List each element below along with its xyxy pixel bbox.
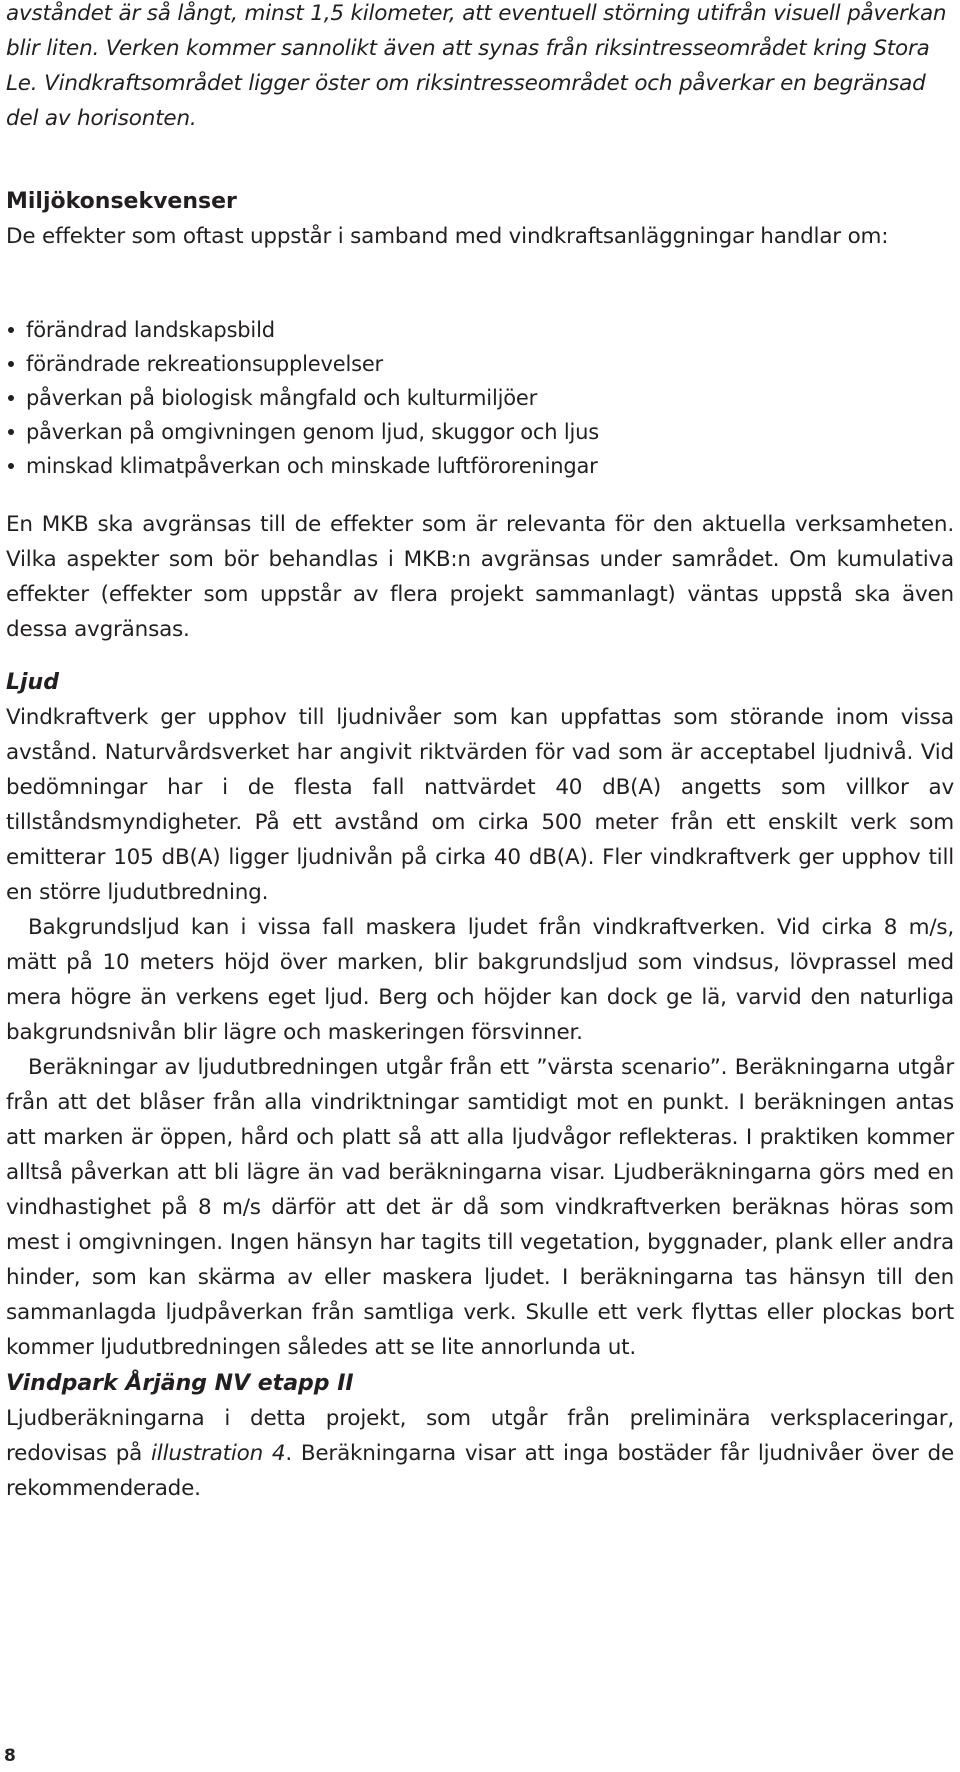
heading-ljud: Ljud	[6, 670, 59, 695]
ljud-paragraph-1: Vindkraftverk ger upphov till ljudnivåer som kan uppfattas som störande inom vissa avstånd. Naturvårdsverket har angivit riktvärden för vad som är acceptabel ljudnivå. Vid bedömningar har i de flesta fall nattvärdet 40 dB(A) angetts som villkor av tillståndsmyndigheter. På ett avstånd om cirka 500 meter från ett enskilt verk som emitterar 105 dB(A) ligger ljudnivån på cirka 40 dB(A). Fler vindkraftverk ger upphov till en större ljudutbredning.	[6, 705, 954, 905]
list-item	[6, 381, 954, 415]
list-item-text: förändrad landskapsbild	[26, 318, 275, 342]
bullet-icon	[8, 463, 14, 469]
vindpark-paragraph	[6, 1401, 954, 1506]
page-number: 8	[4, 1746, 16, 1766]
bullet-icon	[8, 327, 14, 333]
vindpark-text-before: Ljudberäkningarna i detta projekt, som utgår från preliminära verksplaceringar, redovisas på	[6, 1406, 954, 1466]
mkb-paragraph: En MKB ska avgränsas till de effekter som är relevanta för den aktuella verksamheten. Vilka aspekter som bör behandlas i MKB:n avgränsas under samrådet. Om kumulativa effekter (effekter som uppstår av flera projekt sammanlagt) väntas uppstå ska även dessa avgränsas.	[6, 512, 954, 642]
heading-vindpark: Vindpark Årjäng NV etapp II	[6, 1371, 354, 1396]
ljud-paragraph-2: Bakgrundsljud kan i vissa fall maskera ljudet från vindkraftverken. Vid cirka 8 m/s, mätt på 10 meters höjd över marken, blir bakgrundsljud som vindsus, lövprassel med mera högre än verkens eget ljud. Berg och höjder kan dock ge lä, varvid den naturliga bakgrundsnivån blir lägre och maskeringen försvinner.	[6, 915, 954, 1045]
illustration-reference: illustration 4	[151, 1441, 286, 1466]
bullet-icon	[8, 361, 14, 367]
ljud-body	[6, 700, 954, 1365]
vindpark-text-after: . Beräkningarna visar att inga bostäder får ljudnivåer över de rekommenderade.	[6, 1441, 955, 1501]
intro-paragraph: avståndet är så långt, minst 1,5 kilometer, att eventuell störning utifrån visuell påverkan blir liten. Verken kommer sannolikt även att synas från riksintresseområdet kring Stora Le. Vindkraftsområdet ligger öster om riksintresseområdet och påverkar en begränsad del av horisonten.	[6, 1, 947, 131]
heading-miljokonsekvenser: Miljökonsekvenser	[6, 189, 237, 214]
list-item-text: påverkan på biologisk mångfald och kulturmiljöer	[26, 386, 538, 410]
list-item-text: påverkan på omgivningen genom ljud, skuggor och ljus	[26, 420, 599, 444]
bullet-icon	[8, 429, 14, 435]
miljo-lead-paragraph: De effekter som oftast uppstår i samband med vindkraftsanläggningar handlar om:	[6, 224, 889, 249]
ljud-paragraph-3: Beräkningar av ljudutbredningen utgår från ett ”värsta scenario”. Beräkningarna utgår från att det blåser från alla vindriktningar samtidigt mot en punkt. I beräkningen antas att marken är öppen, hård och platt så att alla ljudvågor reflekteras. I praktiken kommer alltså påverkan att bli lägre än vad beräkningarna visar. Ljudberäkningarna görs med en vindhastighet på 8 m/s därför att det är då som vindkraftverken beräknas höras som mest i omgivningen. Ingen hänsyn har tagits till vegetation, byggnader, plank eller andra hinder, som kan skärma av eller maskera ljudet. I beräkningarna tas hänsyn till den sammanlagda ljudpåverkan från samtliga verk. Skulle ett verk flyttas eller plockas bort kommer ljudutbredningen således att se lite annorlunda ut.	[6, 1055, 954, 1360]
list-item	[6, 449, 954, 483]
effects-list	[6, 313, 954, 483]
bullet-icon	[8, 395, 14, 401]
list-item-text: minskad klimatpåverkan och minskade luftföroreningar	[26, 454, 598, 478]
list-item-text: förändrade rekreationsupplevelser	[26, 352, 383, 376]
list-item	[6, 313, 954, 347]
list-item	[6, 347, 954, 381]
list-item	[6, 415, 954, 449]
